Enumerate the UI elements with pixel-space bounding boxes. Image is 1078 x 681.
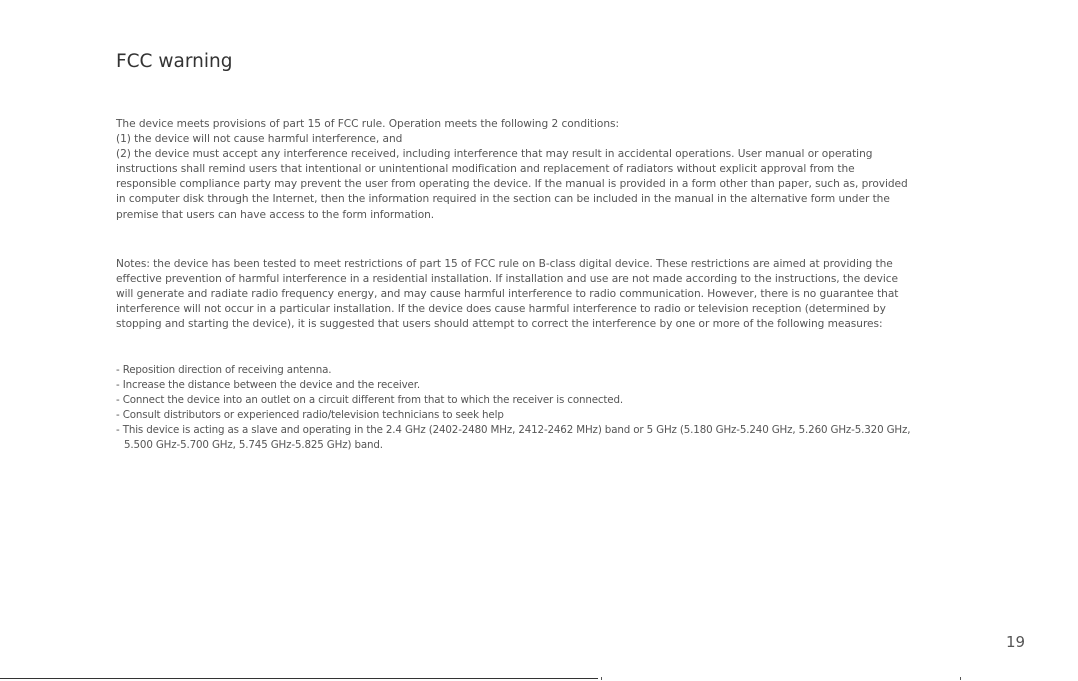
list-item: - Consult distributors or experienced radio/television technicians to seek help — [116, 409, 504, 422]
fcc-conditions-paragraph — [116, 117, 968, 223]
fcc-notes-paragraph — [116, 257, 968, 332]
crop-mark — [601, 677, 602, 680]
text-line: responsible compliance party may prevent the user from operating the device. If the manual is provided in a form other than paper, such as, provided — [116, 178, 908, 191]
text-line: Notes: the device has been tested to meet restrictions of part 15 of FCC rule on B-class digital device. These restrictions are aimed at providing the — [116, 258, 893, 270]
page-number: 19 — [1006, 633, 1026, 651]
interference-measures-list — [116, 363, 976, 454]
list-item-continuation: 5.500 GHz-5.700 GHz, 5.745 GHz-5.825 GHz) band. — [124, 439, 383, 452]
text-line: interference will not occur in a particular installation. If the device does cause harmful interference to radio or television reception (determined by — [116, 303, 886, 316]
text-line: will generate and radiate radio frequency energy, and may cause harmful interference to radio communication. However, there is no guarantee that — [116, 288, 899, 301]
text-line: stopping and starting the device), it is suggested that users should attempt to correct the interference by one or more of the following measures: — [116, 318, 883, 331]
footer-divider — [0, 678, 598, 679]
list-item: - Increase the distance between the device and the receiver. — [116, 379, 420, 392]
crop-mark — [960, 677, 961, 680]
text-line: (1) the device will not cause harmful interference, and — [116, 133, 403, 146]
list-item: - Reposition direction of receiving antenna. — [116, 364, 332, 376]
text-line: instructions shall remind users that intentional or unintentional modification and replacement of radiators without explicit approval from the — [116, 163, 855, 176]
list-item: - Connect the device into an outlet on a circuit different from that to which the receiver is connected. — [116, 394, 624, 407]
text-line: (2) the device must accept any interference received, including interference that may result in accidental operations. User manual or operating — [116, 148, 873, 161]
list-item: - This device is acting as a slave and operating in the 2.4 GHz (2402-2480 MHz, 2412-2462 MHz) band or 5 GHz (5.180 GHz-5.240 GHz, 5.260 GHz-5.320 GHz, — [116, 424, 911, 437]
text-line: premise that users can have access to the form information. — [116, 208, 435, 221]
text-line: The device meets provisions of part 15 of FCC rule. Operation meets the following 2 conditions: — [116, 118, 619, 130]
page-title: FCC warning — [116, 51, 233, 72]
text-line: in computer disk through the Internet, then the information required in the section can be included in the manual in the alternative form under the — [116, 193, 890, 206]
text-line: effective prevention of harmful interference in a residential installation. If installation and use are not made according to the instructions, the device — [116, 273, 898, 286]
